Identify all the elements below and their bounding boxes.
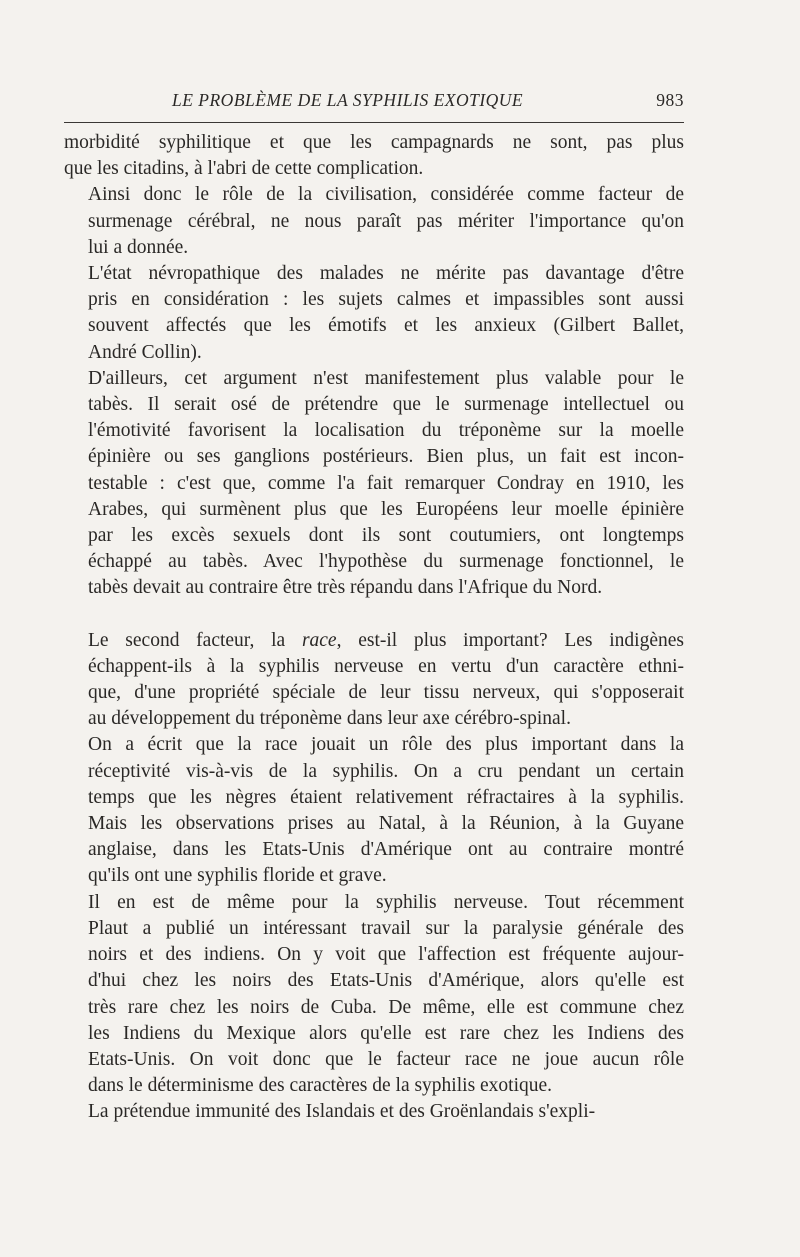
emphasized-word: race: [301, 629, 337, 651]
text-line: anglaise, dans les Etats-Unis d'Amérique ont au contraire montré: [88, 839, 684, 861]
page-number: 983: [656, 90, 684, 110]
text-line: Plaut a publié un intéressant travail sur la paralysie générale des: [88, 917, 684, 939]
text-line: [64, 628, 684, 654]
header-rule: [64, 122, 684, 123]
text-line: d'hui chez les noirs des Etats-Unis d'Amérique, alors qu'elle est: [88, 970, 684, 992]
paragraph-1: [64, 130, 684, 182]
paragraph-7: [64, 890, 684, 1100]
text-line: épinière ou ses ganglions postérieurs. Bien plus, un fait est incon-: [88, 446, 684, 468]
text-line: tabès devait au contraire être très répandu dans l'Afrique du Nord.: [88, 577, 603, 599]
running-head: [64, 90, 684, 114]
text-line: noirs et des indiens. On y voit que l'affection est fréquente aujour-: [88, 944, 684, 966]
text-line: souvent affectés que les émotifs et les anxieux (Gilbert Ballet,: [88, 315, 684, 337]
paragraph-5: [64, 628, 684, 733]
paragraph-2: [64, 182, 684, 261]
text-line: testable : c'est que, comme l'a fait remarquer Condray en 1910, les: [88, 472, 684, 494]
text-line: morbidité syphilitique et que les campagnards ne sont, pas plus: [64, 132, 684, 153]
text-line: La prétendue immunité des Islandais et des Groënlandais s'expli-: [88, 1101, 596, 1123]
text-line: temps que les nègres étaient relativement réfractaires à la syphilis.: [88, 786, 684, 808]
text-fragment: Le second facteur, la: [88, 629, 302, 651]
text-line: très rare chez les noirs de Cuba. De même, elle est commune chez: [88, 996, 684, 1018]
text-line: au développement du tréponème dans leur axe cérébro-spinal.: [88, 708, 571, 730]
text-line: dans le déterminisme des caractères de la syphilis exotique.: [88, 1075, 553, 1097]
text-line: que les citadins, à l'abri de cette complication.: [64, 158, 424, 180]
paragraph-3: [64, 261, 684, 366]
running-title: LE PROBLÈME DE LA SYPHILIS EXOTIQUE: [172, 90, 524, 110]
text-line: Mais les observations prises au Natal, à la Réunion, à la Guyane: [88, 813, 684, 835]
text-line: André Collin).: [88, 341, 202, 363]
text-line: qu'ils ont une syphilis floride et grave.: [88, 865, 387, 887]
text-line: surmenage cérébral, ne nous paraît pas mériter l'importance qu'on: [88, 210, 684, 232]
text-line: On a écrit que la race jouait un rôle des plus important dans la: [88, 734, 684, 756]
paragraph-8: [64, 1099, 684, 1125]
text-line: par les excès sexuels dont ils sont coutumiers, ont longtemps: [88, 525, 684, 547]
text-line: que, d'une propriété spéciale de leur tissu nerveux, qui s'opposerait: [88, 682, 684, 704]
text-line: tabès. Il serait osé de prétendre que le surmenage intellectuel ou: [88, 394, 684, 416]
text-line: D'ailleurs, cet argument n'est manifestement plus valable pour le: [88, 367, 684, 389]
text-line: L'état névropathique des malades ne mérite pas davantage d'être: [88, 263, 684, 285]
text-line: Arabes, qui surmènent plus que les Européens leur moelle épinière: [88, 498, 684, 520]
text-line: l'émotivité favorisent la localisation du tréponème sur la moelle: [88, 420, 684, 442]
text-line: échappé au tabès. Avec l'hypothèse du surmenage fonctionnel, le: [88, 551, 684, 573]
text-line: Etats-Unis. On voit donc que le facteur race ne joue aucun rôle: [88, 1048, 684, 1070]
paragraph-4: [64, 366, 684, 602]
text-line: échappent-ils à la syphilis nerveuse en vertu d'un caractère ethni-: [88, 655, 684, 677]
text-line: pris en considération : les sujets calmes et impassibles sont aussi: [88, 289, 684, 311]
text-line: réceptivité vis-à-vis de la syphilis. On a cru pendant un certain: [88, 760, 684, 782]
text-line: les Indiens du Mexique alors qu'elle est rare chez les Indiens des: [88, 1022, 684, 1044]
body-text: [64, 130, 684, 1126]
text-fragment: , est-il plus important? Les indigènes: [336, 629, 684, 651]
text-line: Ainsi donc le rôle de la civilisation, considérée comme facteur de: [88, 184, 684, 206]
paragraph-6: [64, 732, 684, 889]
text-line: lui a donnée.: [88, 236, 189, 258]
text-line: Il en est de même pour la syphilis nerveuse. Tout récemment: [88, 891, 684, 913]
